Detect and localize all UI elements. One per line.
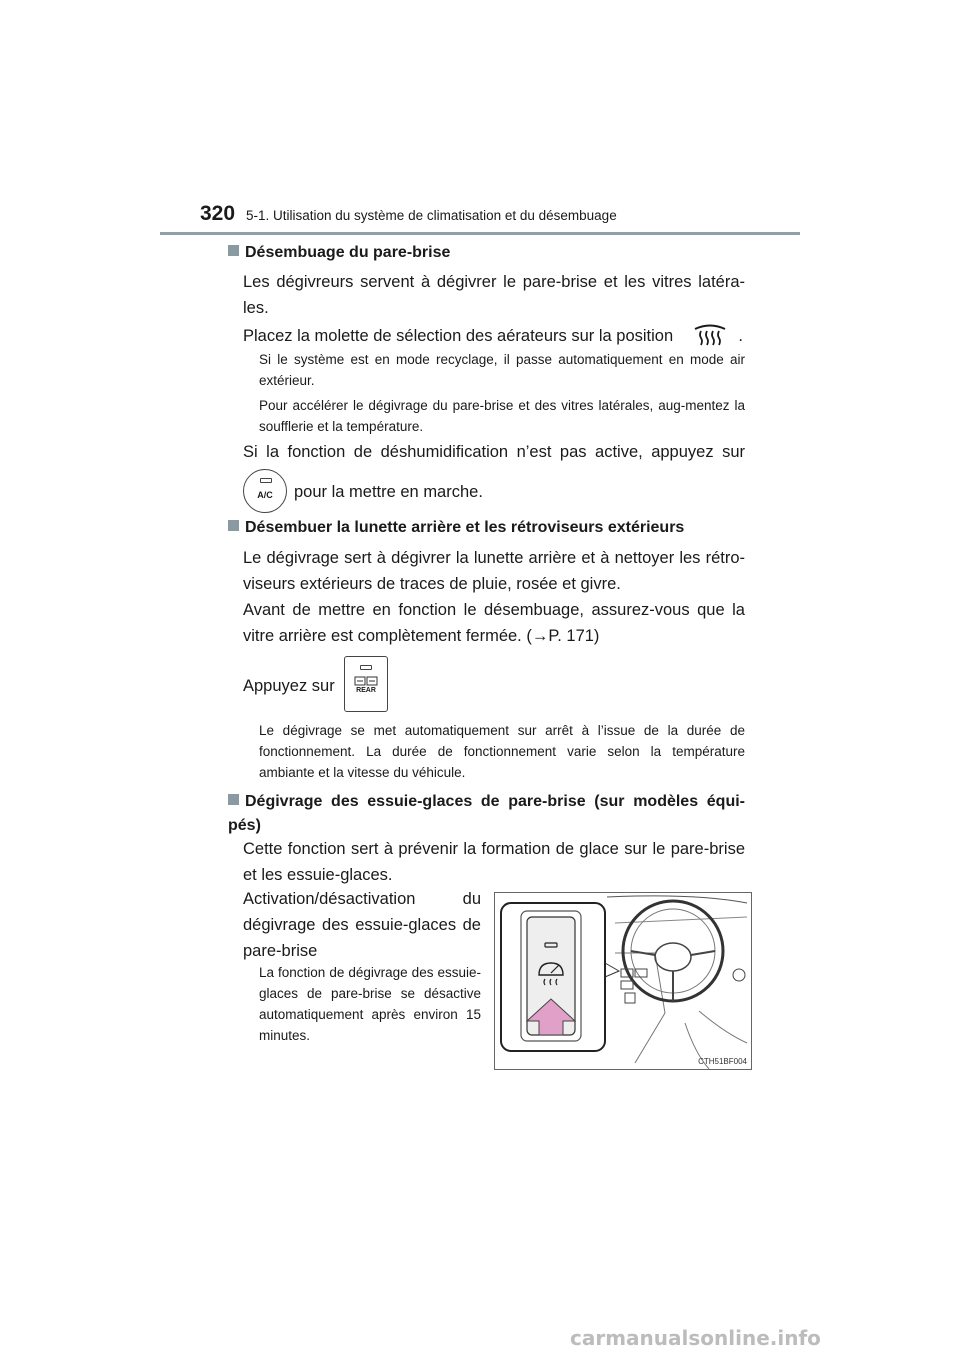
square-bullet-icon bbox=[228, 794, 239, 805]
paragraph: Placez la molette de sélection des aérateurs sur la position . bbox=[243, 321, 763, 349]
chapter-title: 5-1. Utilisation du système de climatisation et du désembuage bbox=[246, 208, 617, 223]
note-speedup: Pour accélérer le dégivrage du pare-brise et des vitres latérales, aug-mentez la soufflerie et la température. bbox=[259, 398, 745, 434]
windshield-defrost-icon bbox=[692, 321, 728, 347]
note-recycle: Si le système est en mode recyclage, il passe automatiquement en mode air extérieur. bbox=[259, 352, 745, 388]
paragraph: Le dégivrage sert à dégivrer la lunette arrière et à nettoyer les rétro-viseurs extérieurs de traces de pluie, rosée et givre. bbox=[243, 549, 745, 593]
paragraph-activation: Activation/désactivation du dégivrage des essuie-glaces de pare-brise bbox=[243, 890, 481, 960]
section-heading-rear: Désembuer la lunette arrière et les rétroviseurs extérieurs bbox=[228, 519, 758, 537]
watermark[interactable]: carmanualsonline.info bbox=[570, 1326, 821, 1350]
wiper-deicer-figure bbox=[494, 892, 752, 1070]
figure-code: CTH51BF004 bbox=[698, 1057, 747, 1066]
paragraph: Les dégivreurs servent à dégivrer le pare-brise et les vitres latéra-les. bbox=[243, 273, 745, 317]
paragraph: Avant de mettre en fonction le désembuage, assurez-vous que la vitre arrière est complètement fermée. (→P. 171) bbox=[243, 601, 745, 645]
ac-button-icon: A/C bbox=[243, 469, 287, 513]
square-bullet-icon bbox=[228, 245, 239, 256]
square-bullet-icon bbox=[228, 520, 239, 531]
paragraph: pour la mettre en marche. bbox=[294, 483, 483, 501]
dashboard-illustration bbox=[495, 893, 751, 1069]
header-rule bbox=[160, 232, 800, 235]
paragraph: Si la fonction de déshumidification n’est pas active, appuyez sur bbox=[243, 443, 745, 461]
rear-defrost-symbol-icon bbox=[354, 676, 378, 686]
section-heading-windshield: Désembuage du pare-brise bbox=[228, 244, 758, 262]
section-heading-wiper: Dégivrage des essuie-glaces de pare-brise (sur modèles équi-pés) bbox=[228, 793, 745, 834]
rear-defrost-button-icon: REAR bbox=[344, 656, 388, 712]
paragraph: Cette fonction sert à prévenir la formation de glace sur le pare-brise et les essuie-glaces. bbox=[243, 840, 745, 884]
page-number: 320 bbox=[200, 202, 236, 225]
paragraph: Appuyez sur bbox=[243, 677, 335, 695]
note-rear-timer: Le dégivrage se met automatiquement sur arrêt à l’issue de la durée de fonctionnement. La durée de fonctionnement varie selon la température ambiante et la vitesse du véhicule. bbox=[259, 723, 745, 780]
note-wiper-timer: La fonction de dégivrage des essuie-glaces de pare-brise se désactive automatiquement après environ 15 minutes. bbox=[259, 965, 481, 1043]
